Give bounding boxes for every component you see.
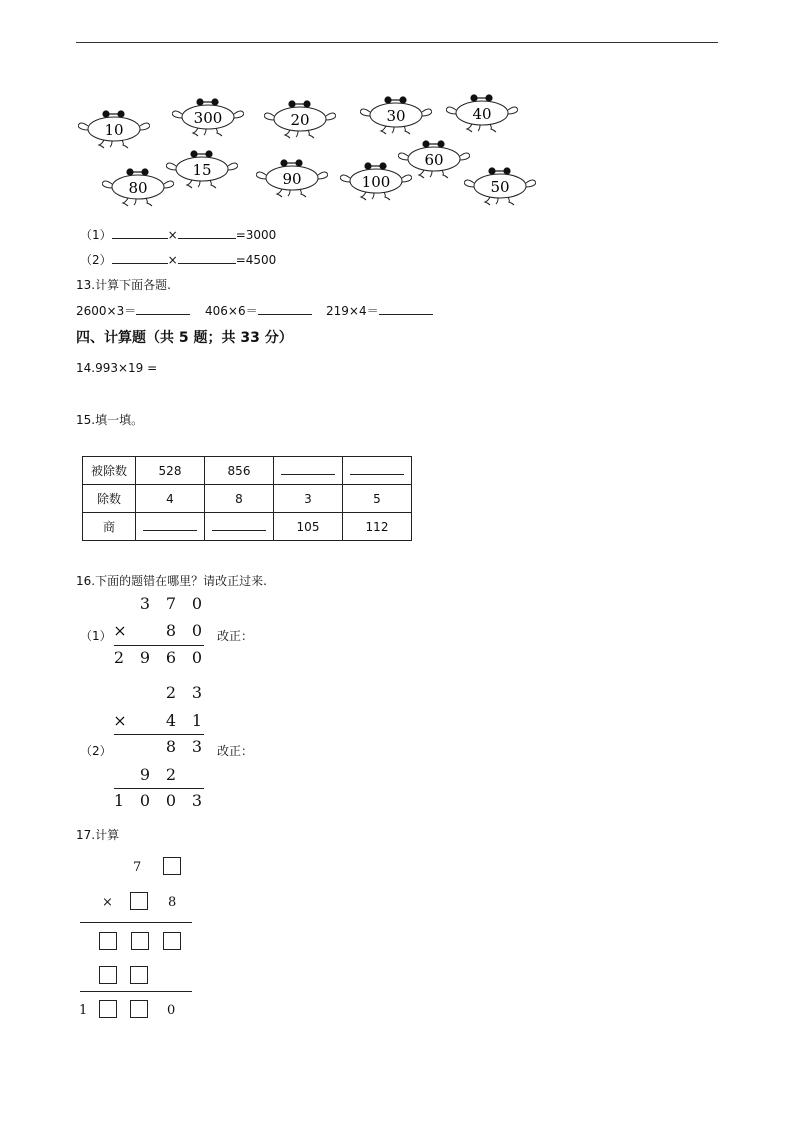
digit: 8: [165, 621, 177, 640]
digit: 8: [165, 737, 177, 756]
times-sign: ×: [102, 895, 113, 910]
digit: 0: [191, 621, 203, 640]
table-row: [83, 457, 412, 485]
crab-picture[interactable]: [398, 138, 470, 182]
table-cell: [274, 457, 343, 485]
sum-line: [114, 734, 204, 735]
section-heading: 四、计算题（共 5 题；共 33 分）: [76, 330, 293, 346]
digit-box[interactable]: [99, 1000, 117, 1018]
q12-line-1-result: =3000: [235, 228, 277, 242]
times-sign: ×: [113, 621, 127, 640]
digit: 6: [165, 648, 177, 667]
division-table: [82, 456, 412, 541]
crab-number: 90: [282, 170, 302, 188]
sum-line: [114, 645, 204, 646]
table-cell: 4: [136, 485, 205, 513]
digit-box[interactable]: [130, 892, 148, 910]
table-cell: 3: [274, 485, 343, 513]
digit: 8: [168, 895, 177, 910]
crab-picture[interactable]: [166, 148, 238, 192]
q15-title: 15.填一填。: [76, 413, 144, 427]
table-cell: 112: [343, 513, 412, 541]
crab-picture[interactable]: [446, 92, 518, 136]
digit: 0: [191, 648, 203, 667]
q12-line-1: [80, 226, 276, 243]
digit: 0: [139, 791, 151, 810]
times-sign: ×: [113, 711, 127, 730]
digit: 1: [79, 1003, 88, 1018]
crab-number: 80: [128, 179, 148, 197]
crab-picture[interactable]: [256, 157, 328, 201]
q12-line-2-result: =4500: [235, 253, 277, 267]
q12-line-2-label: （2）: [80, 253, 112, 267]
q12-line-2: [80, 251, 276, 268]
digit: 3: [191, 737, 203, 756]
digit: 3: [191, 683, 203, 702]
row-header: 被除数: [83, 457, 136, 485]
row-header: 除数: [83, 485, 136, 513]
crab-picture[interactable]: [172, 96, 244, 140]
fix-label: 改正：: [217, 744, 254, 758]
answer-blank[interactable]: [379, 303, 433, 315]
digit: 2: [165, 765, 177, 784]
table-cell: [205, 513, 274, 541]
row-header: 商: [83, 513, 136, 541]
q13-title: 13.计算下面各题.: [76, 278, 171, 292]
digit: 7: [165, 594, 177, 613]
table-cell: 5: [343, 485, 412, 513]
q12-line-1-label: （1）: [80, 228, 112, 242]
table-row: [83, 485, 412, 513]
answer-blank[interactable]: [258, 303, 312, 315]
crab-number: 40: [472, 105, 492, 123]
digit-box[interactable]: [99, 966, 117, 984]
table-cell: 105: [274, 513, 343, 541]
crab-number: 20: [290, 111, 310, 129]
answer-blank[interactable]: [112, 252, 168, 264]
header-rule: [76, 42, 718, 43]
digit: 3: [139, 594, 151, 613]
sum-line: [80, 991, 192, 992]
q13-item-2: 406×6＝: [205, 302, 312, 319]
digit: 0: [165, 791, 177, 810]
table-cell: [136, 513, 205, 541]
digit: 9: [139, 765, 151, 784]
digit-box[interactable]: [130, 1000, 148, 1018]
digit-box[interactable]: [99, 932, 117, 950]
digit: 2: [165, 683, 177, 702]
answer-blank[interactable]: [136, 303, 190, 315]
q13-item-1: 2600×3＝: [76, 302, 190, 319]
crab-number: 30: [386, 107, 406, 125]
table-cell: 8: [205, 485, 274, 513]
crab-number: 50: [490, 178, 510, 196]
crab-picture[interactable]: [102, 166, 174, 210]
answer-blank[interactable]: [281, 463, 335, 475]
digit: 9: [139, 648, 151, 667]
answer-blank[interactable]: [350, 463, 404, 475]
fix-label: 改正：: [217, 629, 254, 643]
digit: 1: [191, 711, 203, 730]
sum-line: [114, 788, 204, 789]
table-row: [83, 513, 412, 541]
crab-picture[interactable]: [464, 165, 536, 209]
digit-box[interactable]: [163, 857, 181, 875]
table-cell: 528: [136, 457, 205, 485]
answer-blank[interactable]: [112, 227, 168, 239]
digit: 4: [165, 711, 177, 730]
digit: 1: [113, 791, 125, 810]
q17-title: 17.计算: [76, 828, 120, 842]
crab-number: 100: [361, 173, 391, 191]
digit-box[interactable]: [163, 932, 181, 950]
digit: 0: [191, 594, 203, 613]
q14-text: 14.993×19 =: [76, 361, 158, 375]
times-sign: ×: [167, 253, 178, 267]
answer-blank[interactable]: [178, 252, 236, 264]
digit: 7: [133, 860, 142, 875]
digit: 3: [191, 791, 203, 810]
crab-number: 300: [193, 109, 223, 127]
digit-box[interactable]: [130, 966, 148, 984]
table-cell: 856: [205, 457, 274, 485]
times-sign: ×: [167, 228, 178, 242]
crab-number: 10: [104, 121, 124, 139]
crab-picture[interactable]: [264, 98, 336, 142]
q16-title: 16.下面的题错在哪里？请改正过来.: [76, 574, 267, 588]
crab-picture[interactable]: [360, 94, 432, 138]
sum-line: [80, 922, 192, 923]
crab-number: 15: [192, 161, 212, 179]
digit-box[interactable]: [131, 932, 149, 950]
crab-number: 60: [424, 151, 444, 169]
answer-blank[interactable]: [212, 519, 266, 531]
answer-blank[interactable]: [143, 519, 197, 531]
crab-picture[interactable]: [78, 108, 150, 152]
q16-part-1-label: （1）: [80, 629, 112, 643]
q13-item-3: 219×4＝: [326, 302, 433, 319]
table-cell: [343, 457, 412, 485]
answer-blank[interactable]: [178, 227, 236, 239]
digit: 0: [167, 1003, 176, 1018]
digit: 2: [113, 648, 125, 667]
q16-part-2-label: （2）: [80, 744, 112, 758]
